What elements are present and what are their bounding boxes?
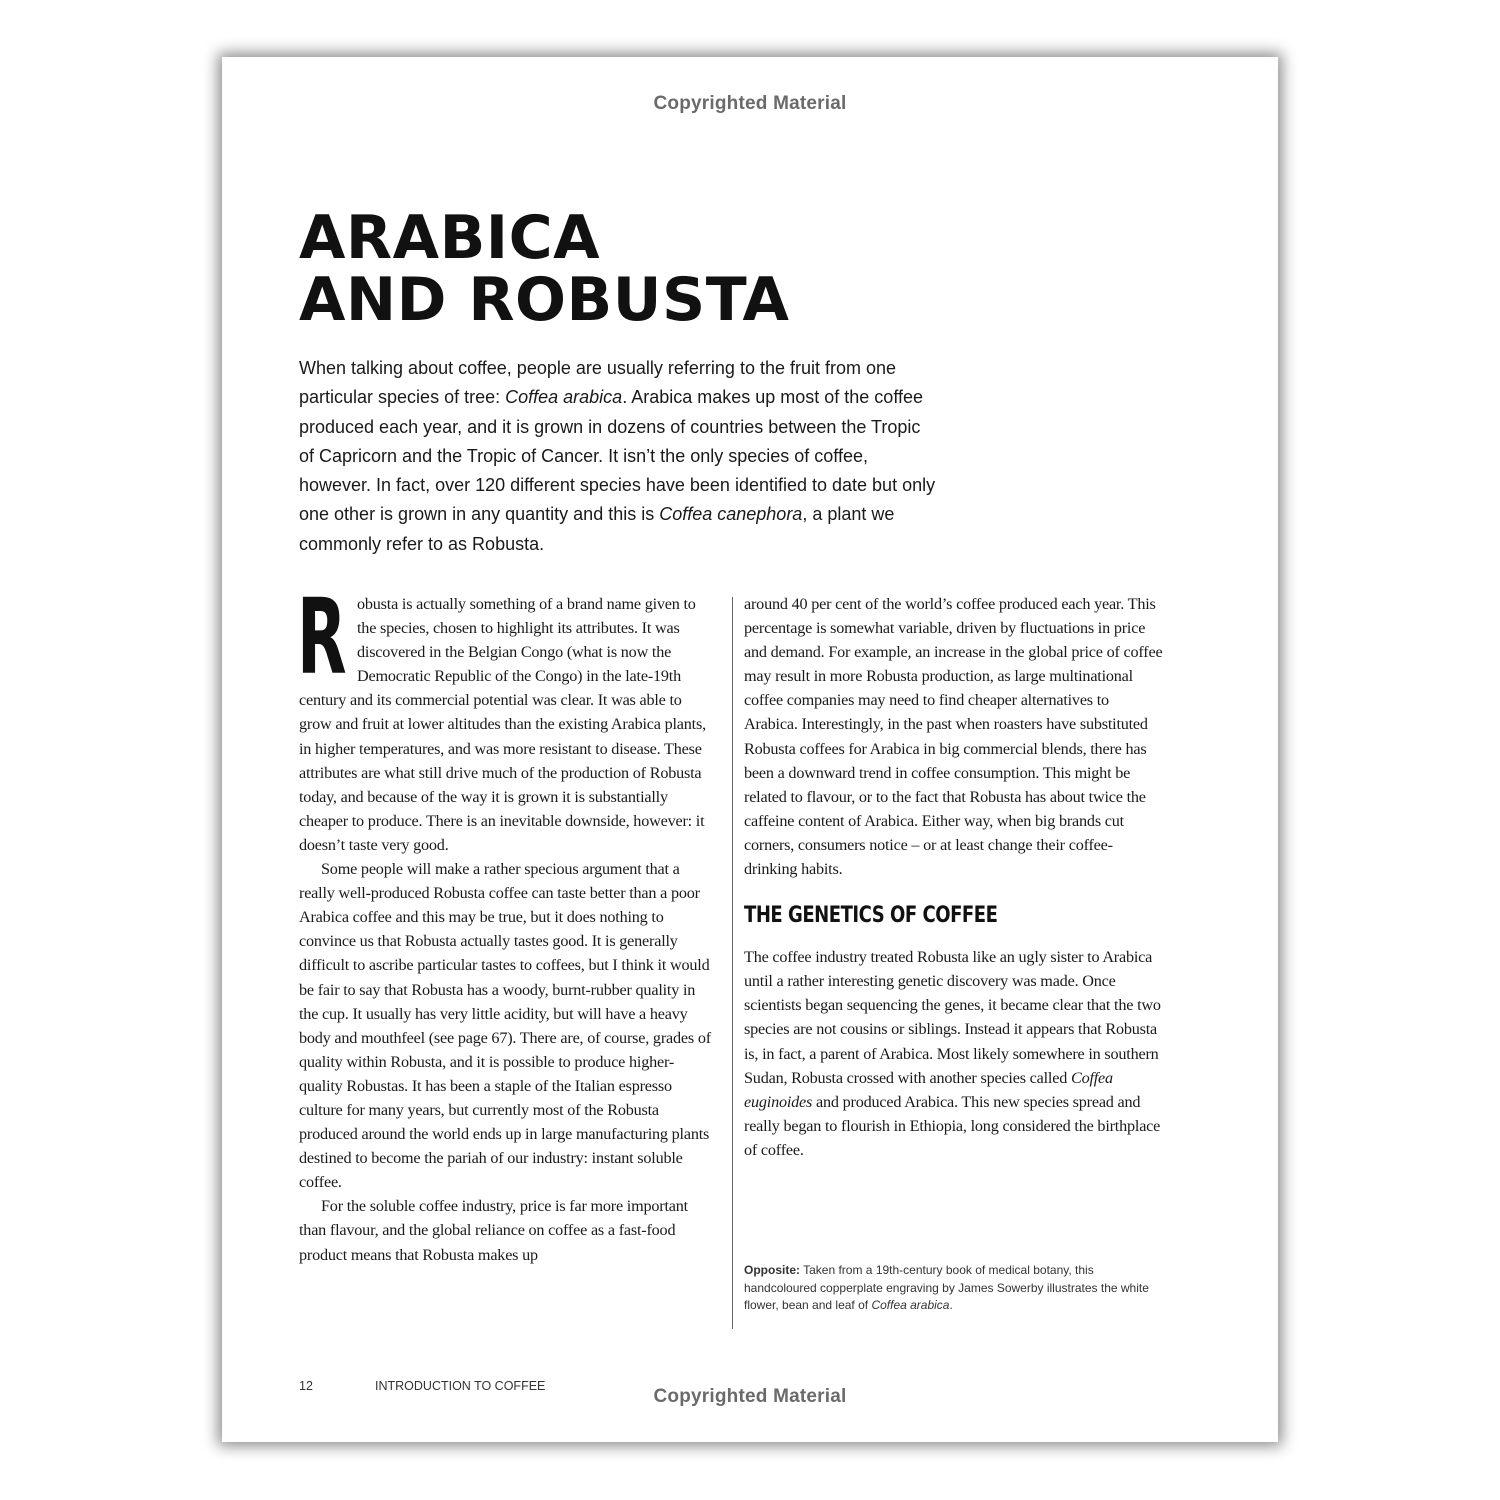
- intro-text-1: When talking about coffee, people are usually referring to the fruit from one particular species of tree:: [299, 358, 897, 408]
- right-paragraph-2-text-2: and produced Arabica. This new species spread and really began to flourish in Ethiopia, long considered the birthplace of coffee.: [744, 1092, 1161, 1159]
- book-page: [222, 57, 1278, 1442]
- caption-end: .: [949, 1298, 953, 1312]
- intro-text-3: , a plant we commonly refer to as Robusta.: [299, 504, 895, 554]
- left-paragraph-3: For the soluble coffee industry, price is far more important than flavour, and the global reliance on coffee as a fast-food product means that Robusta makes up: [299, 1197, 688, 1264]
- chapter-title-line-1: ARABICA: [299, 203, 601, 273]
- running-footer-section: INTRODUCTION TO COFFEE: [375, 1379, 546, 1393]
- intro-italic-2: Coffea canephora: [659, 504, 803, 525]
- intro-paragraph: [299, 354, 939, 559]
- chapter-title-line-2: AND ROBUSTA: [299, 265, 790, 335]
- column-divider: [732, 597, 733, 1329]
- right-paragraph-2-text-1: The coffee industry treated Robusta like an ugly sister to Arabica until a rather interesting genetic discovery was made. Once scientists began sequencing the genes, it became clear that the two species are not cousins or siblings. Instead it appears that Robusta is, in fact, a parent of Arabica. Most likely somewhere in southern Sudan, Robusta crossed with another species called: [744, 948, 1161, 1087]
- caption-label: Opposite:: [744, 1263, 800, 1277]
- intro-italic-1: Coffea arabica: [505, 387, 623, 408]
- caption-text: Taken from a 19th-century book of medical botany, this handcoloured copperplate engraving by James Sowerby illustrates the white flower, bean and leaf of: [744, 1263, 1149, 1312]
- page-number: 12: [299, 1379, 313, 1393]
- chapter-title: [299, 203, 790, 335]
- intro-text-2: . Arabica makes up most of the coffee produced each year, and it is grown in dozens of countries between the Tropic of Capricorn and the Tropic of Cancer. It isn’t the only species of coffee, however. In fact, over 120 different species have been identified to date but only one other is grown in any quantity and this is: [299, 387, 936, 525]
- right-paragraph-2: [744, 945, 1164, 1162]
- right-paragraph-1: around 40 per cent of the world’s coffee produced each year. This percentage is somewhat variable, driven by fluctuations in price and demand. For example, an increase in the global price of coffee may result in more Robusta production, as large multinational coffee companies may need to find cheaper alternatives to Arabica. Interestingly, in the past when roasters have substituted Robusta coffees for Arabica in big commercial blends, there has been a downward trend in coffee consumption. This might be related to flavour, or to the fact that Robusta has about twice the caffeine content of Arabica. Either way, when big brands cut corners, consumers notice – or at least change their coffee-drinking habits.: [744, 595, 1163, 879]
- left-paragraph-1: [297, 576, 717, 857]
- left-paragraph-1-text: obusta is actually something of a brand name given to the species, chosen to highlight its attributes. It was discovered in the Belgian Congo (what is now the Democratic Republic of the Congo) in the late-19th century and its commercial potential was clear. It was able to grow and fruit at lower altitudes than the existing Arabica plants, in higher temperatures, and was more resistant to disease. These attributes are what still drive much of the production of Robusta today, and because of the way it is grown it is substantially cheaper to produce. There is an inevitable downside, however: it doesn’t taste very good.: [299, 595, 706, 854]
- right-column: [744, 592, 1164, 1162]
- section-subhead: THE GENETICS OF COFFEE: [744, 903, 998, 929]
- drop-cap: R: [297, 576, 347, 698]
- copyright-watermark-bottom: Copyrighted Material: [653, 1386, 847, 1407]
- image-caption: [744, 1262, 1164, 1315]
- left-paragraph-2: Some people will make a rather specious argument that a really well-produced Robusta coffee can taste better than a poor Arabica coffee and this may be true, but it does nothing to convince us that Robusta actually tastes good. It is generally difficult to ascribe particular tastes to coffees, but I think it would be fair to say that Robusta has a woody, burnt-rubber quality in the cup. It usually has very little acidity, but will have a heavy body and mouthfeel (see page 67). There are, of course, grades of quality within Robusta, and it is possible to produce higher-quality Robustas. It has been a staple of the Italian espresso culture for many years, but currently most of the Robusta produced around the world ends up in large manufacturing plants destined to become the pariah of our industry: instant soluble coffee.: [299, 860, 711, 1192]
- copyright-watermark-top: Copyrighted Material: [653, 93, 847, 114]
- left-column: [297, 576, 717, 1267]
- caption-italic: Coffea arabica: [871, 1298, 950, 1312]
- right-paragraph-2-italic: Coffea euginoides: [744, 1068, 1113, 1111]
